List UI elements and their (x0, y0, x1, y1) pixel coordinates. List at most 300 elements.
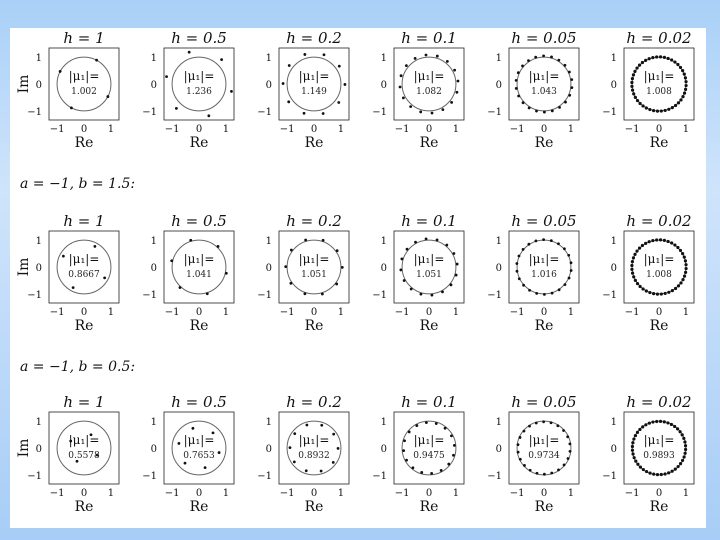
eigenvalue-point (684, 271, 687, 274)
eigenvalue-point (529, 469, 532, 472)
panel-r1-c0 (27, 212, 119, 334)
eigenvalue-point (516, 270, 519, 273)
y-tick-label: 0 (35, 444, 42, 455)
eigenvalue-point (631, 260, 634, 263)
panel-r2-c1 (142, 393, 234, 515)
eigenvalue-point (322, 112, 325, 115)
y-tick-label: 1 (265, 417, 272, 429)
y-tick-label: 1 (610, 236, 617, 248)
eigenvalue-point (667, 291, 670, 294)
eigenvalue-point (523, 430, 526, 433)
y-tick-label: −1 (602, 470, 617, 482)
eigenvalue-point (667, 108, 670, 111)
eigenvalue-point (206, 292, 209, 295)
eigenvalue-point (535, 422, 538, 425)
eigenvalue-point (519, 458, 522, 461)
eigenvalue-point (441, 108, 444, 111)
eigenvalue-point (453, 444, 456, 447)
panel-r0-c5 (602, 29, 694, 151)
mu-label: |μ₁|= (183, 252, 215, 266)
eigenvalue-point (420, 293, 423, 296)
panel-title: h = 0.1 (401, 212, 457, 230)
mu-value: 1.016 (531, 270, 557, 280)
eigenvalue-point (405, 64, 408, 67)
eigenvalue-point (652, 292, 655, 295)
eigenvalue-point (676, 246, 679, 249)
eigenvalue-point (179, 286, 182, 289)
eigenvalue-point (681, 95, 684, 98)
eigenvalue-point (341, 266, 344, 269)
eigenvalue-point (568, 277, 571, 280)
eigenvalue-point (410, 288, 413, 291)
mu-value: 0.9734 (528, 451, 560, 461)
eigenvalue-point (678, 430, 681, 433)
eigenvalue-point (414, 57, 417, 60)
y-tick-label: −1 (372, 289, 387, 301)
y-tick-label: 1 (35, 53, 42, 65)
x-tick-label: −1 (279, 124, 295, 135)
eigenvalue-point (634, 460, 637, 463)
mu-value: 1.051 (416, 270, 442, 280)
eigenvalue-point (656, 292, 659, 295)
eigenvalue-point (517, 95, 520, 98)
mu-label: |μ₁|= (183, 433, 215, 447)
y-tick-label: −1 (602, 106, 617, 118)
x-tick-label: 1 (567, 307, 575, 318)
eigenvalue-point (633, 456, 636, 459)
eigenvalue-point (338, 65, 341, 68)
eigenvalue-point (684, 88, 687, 91)
eigenvalue-point (305, 424, 308, 427)
row-parameter-label: a = −1, b = 0.5: (20, 359, 136, 375)
panel-frame (394, 412, 464, 484)
eigenvalue-point (660, 109, 663, 112)
eigenvalue-point (682, 455, 685, 458)
eigenvalue-point (681, 69, 684, 72)
mu-label: |μ₁|= (528, 252, 560, 266)
eigenvalue-point (323, 53, 326, 56)
x-tick-label: 1 (107, 307, 115, 318)
x-tick-label: 0 (310, 307, 318, 318)
eigenvalue-point (684, 267, 687, 270)
x-axis-label: Re (649, 318, 669, 334)
eigenvalue-point (436, 238, 439, 241)
panel-title: h = 1 (63, 29, 105, 47)
eigenvalue-point (431, 112, 434, 115)
y-tick-label: 0 (380, 444, 387, 455)
eigenvalue-point (320, 424, 323, 427)
mu-label: |μ₁|= (68, 252, 100, 266)
eigenvalue-point (641, 104, 644, 107)
eigenvalue-point (453, 69, 456, 72)
x-tick-label: 1 (222, 124, 230, 135)
eigenvalue-point (550, 472, 553, 475)
y-tick-label: 1 (495, 236, 502, 248)
eigenvalue-point (666, 421, 669, 424)
y-tick-label: 1 (265, 53, 272, 65)
eigenvalue-point (632, 275, 635, 278)
eigenvalue-point (436, 55, 439, 58)
eigenvalue-point (456, 263, 459, 266)
panel-r2-c2 (257, 393, 349, 515)
eigenvalue-point (405, 459, 408, 462)
eigenvalue-point (290, 249, 293, 252)
x-tick-label: 0 (540, 488, 548, 499)
mu-label: |μ₁|= (183, 69, 215, 83)
eigenvalue-point (557, 242, 560, 245)
x-tick-label: −1 (509, 307, 525, 318)
mu-label: |μ₁|= (413, 433, 445, 447)
y-tick-label: 1 (265, 236, 272, 248)
x-tick-label: 0 (195, 307, 203, 318)
x-axis-label: Re (304, 135, 324, 151)
eigenvalue-point (320, 470, 323, 473)
x-tick-label: 0 (655, 124, 663, 135)
y-tick-label: 1 (35, 417, 42, 429)
x-axis-label: Re (534, 318, 554, 334)
x-axis-label: Re (189, 135, 209, 151)
eigenvalue-point (403, 439, 406, 442)
eigenvalue-point (425, 54, 428, 57)
eigenvalue-point (344, 83, 347, 86)
eigenvalue-point (651, 56, 654, 59)
x-axis-label: Re (304, 318, 324, 334)
eigenvalue-point (204, 466, 207, 469)
eigenvalue-point (522, 284, 525, 287)
x-tick-label: 0 (425, 307, 433, 318)
eigenvalue-point (402, 449, 405, 452)
eigenvalue-point (684, 452, 687, 455)
eigenvalue-point (636, 99, 639, 102)
panel-r0-c3 (372, 29, 464, 151)
eigenvalue-point (674, 467, 677, 470)
y-tick-label: −1 (142, 106, 157, 118)
eigenvalue-point (632, 437, 635, 440)
unit-circle (287, 57, 341, 111)
y-tick-label: 1 (35, 236, 42, 248)
eigenvalue-point (684, 76, 687, 79)
eigenvalue-point (652, 109, 655, 112)
panel-frame (624, 231, 694, 303)
x-tick-label: −1 (394, 488, 410, 499)
x-tick-label: 0 (195, 488, 203, 499)
panel-title: h = 0.2 (286, 393, 342, 411)
unit-circle (517, 421, 571, 475)
x-tick-label: 0 (80, 488, 88, 499)
eigenvalue-point (440, 469, 443, 472)
eigenvalue-point (673, 60, 676, 63)
mu-value: 1.051 (301, 270, 327, 280)
eigenvalue-point (542, 55, 545, 58)
y-tick-label: 1 (380, 236, 387, 248)
eigenvalue-point (683, 440, 686, 443)
y-tick-label: 0 (610, 263, 617, 274)
x-tick-label: 0 (655, 307, 663, 318)
eigenvalue-point (550, 56, 553, 59)
x-tick-label: 0 (80, 307, 88, 318)
eigenvalue-point (631, 445, 634, 448)
eigenvalue-point (106, 95, 109, 98)
y-tick-label: −1 (142, 289, 157, 301)
unit-circle (57, 240, 111, 294)
eigenvalue-point (284, 265, 287, 268)
eigenvalue-point (558, 288, 561, 291)
panel-r1-c4 (487, 212, 579, 334)
x-tick-label: −1 (624, 488, 640, 499)
eigenvalue-point (648, 471, 651, 474)
eigenvalue-figure (10, 28, 706, 528)
eigenvalue-point (630, 85, 633, 88)
eigenvalue-point (289, 282, 292, 285)
x-tick-label: 1 (567, 488, 575, 499)
eigenvalue-point (522, 101, 525, 104)
y-tick-label: 1 (380, 417, 387, 429)
eigenvalue-point (192, 427, 195, 430)
eigenvalue-point (178, 442, 181, 445)
x-axis-label: Re (534, 499, 554, 515)
panel-title: h = 0.02 (626, 29, 692, 47)
x-axis-label: Re (534, 135, 554, 151)
eigenvalue-point (671, 470, 674, 473)
panel-title: h = 0.5 (171, 212, 227, 230)
unit-circle (402, 57, 456, 111)
mu-value: 0.8667 (68, 270, 100, 280)
eigenvalue-point (671, 106, 674, 109)
eigenvalue-point (175, 107, 178, 110)
eigenvalue-point (639, 466, 642, 469)
eigenvalue-point (648, 57, 651, 60)
y-tick-label: 0 (265, 263, 272, 274)
x-tick-label: 0 (655, 488, 663, 499)
eigenvalue-point (456, 91, 459, 94)
eigenvalue-point (570, 78, 573, 81)
eigenvalue-point (335, 283, 338, 286)
eigenvalue-point (568, 71, 571, 74)
eigenvalue-point (568, 94, 571, 97)
eigenvalue-point (337, 447, 340, 450)
eigenvalue-point (406, 248, 409, 251)
eigenvalue-point (567, 254, 570, 257)
eigenvalue-point (644, 59, 647, 62)
y-tick-label: 0 (265, 80, 272, 91)
y-tick-label: 1 (150, 236, 157, 248)
unit-circle (402, 421, 456, 475)
eigenvalue-point (522, 248, 525, 251)
x-tick-label: −1 (49, 124, 65, 135)
eigenvalue-point (644, 242, 647, 245)
eigenvalue-point (663, 239, 666, 242)
x-tick-label: 0 (540, 307, 548, 318)
panel-title: h = 1 (63, 212, 105, 230)
x-axis-label: Re (74, 135, 94, 151)
eigenvalue-point (659, 238, 662, 241)
eigenvalue-point (648, 422, 651, 425)
eigenvalue-point (288, 64, 291, 67)
x-tick-label: 1 (682, 124, 690, 135)
eigenvalue-point (400, 258, 403, 261)
eigenvalue-point (630, 81, 633, 84)
eigenvalue-point (419, 111, 422, 114)
x-tick-label: −1 (624, 124, 640, 135)
panel-frame (164, 412, 234, 484)
eigenvalue-point (557, 59, 560, 62)
mu-value: 0.9893 (643, 451, 675, 461)
mu-label: |μ₁|= (643, 252, 675, 266)
eigenvalue-point (425, 237, 428, 240)
eigenvalue-point (638, 102, 641, 105)
panel-r0-c4 (487, 29, 579, 151)
panel-title: h = 0.1 (401, 393, 457, 411)
y-tick-label: 0 (610, 80, 617, 91)
eigenvalue-point (631, 449, 634, 452)
eigenvalue-point (322, 239, 325, 242)
x-tick-label: 1 (222, 488, 230, 499)
x-tick-label: 0 (80, 124, 88, 135)
eigenvalue-point (679, 66, 682, 69)
eigenvalue-point (445, 244, 448, 247)
mu-label: |μ₁|= (68, 433, 100, 447)
mu-value: 1.008 (646, 270, 672, 280)
panel-title: h = 0.02 (626, 212, 692, 230)
eigenvalue-point (95, 59, 98, 62)
eigenvalue-point (684, 259, 687, 262)
y-tick-label: 0 (150, 80, 157, 91)
mu-label: |μ₁|= (528, 433, 560, 447)
mu-value: 0.9475 (413, 451, 445, 461)
eigenvalue-point (684, 263, 687, 266)
unit-circle (287, 240, 341, 294)
eigenvalue-point (664, 292, 667, 295)
eigenvalue-point (70, 106, 73, 109)
eigenvalue-point (457, 80, 460, 83)
eigenvalue-point (303, 112, 306, 115)
eigenvalue-point (631, 77, 634, 80)
x-tick-label: −1 (394, 124, 410, 135)
panel-r0-c0 (27, 29, 119, 151)
eigenvalue-point (519, 436, 522, 439)
eigenvalue-point (633, 253, 636, 256)
eigenvalue-point (677, 101, 680, 104)
eigenvalue-point (631, 272, 634, 275)
eigenvalue-point (656, 473, 659, 476)
eigenvalue-point (543, 111, 546, 114)
eigenvalue-point (558, 106, 561, 109)
eigenvalue-point (184, 462, 187, 465)
x-tick-label: 1 (222, 307, 230, 318)
panel-r0-c2 (257, 29, 349, 151)
x-tick-label: −1 (164, 307, 180, 318)
panel-title: h = 1 (63, 393, 105, 411)
eigenvalue-point (420, 471, 423, 474)
panel-title: h = 0.2 (286, 29, 342, 47)
y-tick-label: −1 (487, 470, 502, 482)
x-tick-label: 1 (567, 124, 575, 135)
eigenvalue-point (450, 283, 453, 286)
eigenvalue-point (403, 279, 406, 282)
eigenvalue-point (645, 289, 648, 292)
panel-r1-c5 (602, 212, 694, 334)
mu-value: 1.082 (416, 87, 442, 97)
x-tick-label: −1 (509, 124, 525, 135)
panel-title: h = 0.02 (626, 393, 692, 411)
eigenvalue-point (684, 80, 687, 83)
eigenvalue-point (566, 435, 569, 438)
eigenvalue-point (660, 292, 663, 295)
x-tick-label: 1 (452, 307, 460, 318)
eigenvalue-point (562, 429, 565, 432)
x-axis-label: Re (419, 318, 439, 334)
y-tick-label: −1 (27, 106, 42, 118)
eigenvalue-point (289, 446, 292, 449)
eigenvalue-point (412, 466, 415, 469)
y-tick-label: 0 (35, 80, 42, 91)
eigenvalue-point (655, 238, 658, 241)
eigenvalue-point (677, 465, 680, 468)
eigenvalue-point (655, 420, 658, 423)
eigenvalue-point (679, 281, 682, 284)
eigenvalue-point (518, 255, 521, 258)
eigenvalue-point (681, 459, 684, 462)
panel-frame (624, 48, 694, 120)
x-axis-label: Re (74, 318, 94, 334)
eigenvalue-point (651, 420, 654, 423)
eigenvalue-point (630, 264, 633, 267)
y-tick-label: −1 (257, 470, 272, 482)
eigenvalue-point (682, 437, 685, 440)
eigenvalue-point (165, 75, 168, 78)
eigenvalue-point (642, 468, 645, 471)
y-tick-label: 1 (495, 417, 502, 429)
y-tick-label: 1 (380, 53, 387, 65)
eigenvalue-point (670, 241, 673, 244)
eigenvalue-point (455, 274, 458, 277)
eigenvalue-point (641, 287, 644, 290)
eigenvalue-point (567, 457, 570, 460)
eigenvalue-point (631, 452, 634, 455)
eigenvalue-point (414, 241, 417, 244)
eigenvalue-point (644, 423, 647, 426)
eigenvalue-point (220, 58, 223, 61)
eigenvalue-point (638, 246, 641, 249)
eigenvalue-point (632, 73, 635, 76)
eigenvalue-point (535, 292, 538, 295)
eigenvalue-point (304, 239, 307, 242)
eigenvalue-point (337, 101, 340, 104)
x-tick-label: 1 (107, 124, 115, 135)
eigenvalue-point (570, 269, 573, 272)
y-axis-label: Im (16, 438, 32, 458)
eigenvalue-point (527, 243, 530, 246)
eigenvalue-point (217, 245, 220, 248)
eigenvalue-point (450, 101, 453, 104)
y-tick-label: 0 (380, 80, 387, 91)
mu-value: 1.043 (531, 87, 557, 97)
eigenvalue-point (634, 96, 637, 99)
eigenvalue-point (671, 289, 674, 292)
eigenvalue-point (207, 114, 210, 117)
y-tick-label: 0 (35, 263, 42, 274)
eigenvalue-point (543, 293, 546, 296)
eigenvalue-point (409, 105, 412, 108)
x-tick-label: 0 (310, 488, 318, 499)
eigenvalue-point (446, 60, 449, 63)
eigenvalue-point (683, 275, 686, 278)
mu-value: 1.041 (186, 270, 212, 280)
eigenvalue-point (656, 109, 659, 112)
y-tick-label: −1 (487, 106, 502, 118)
mu-label: |μ₁|= (643, 433, 675, 447)
unit-circle (517, 57, 571, 111)
